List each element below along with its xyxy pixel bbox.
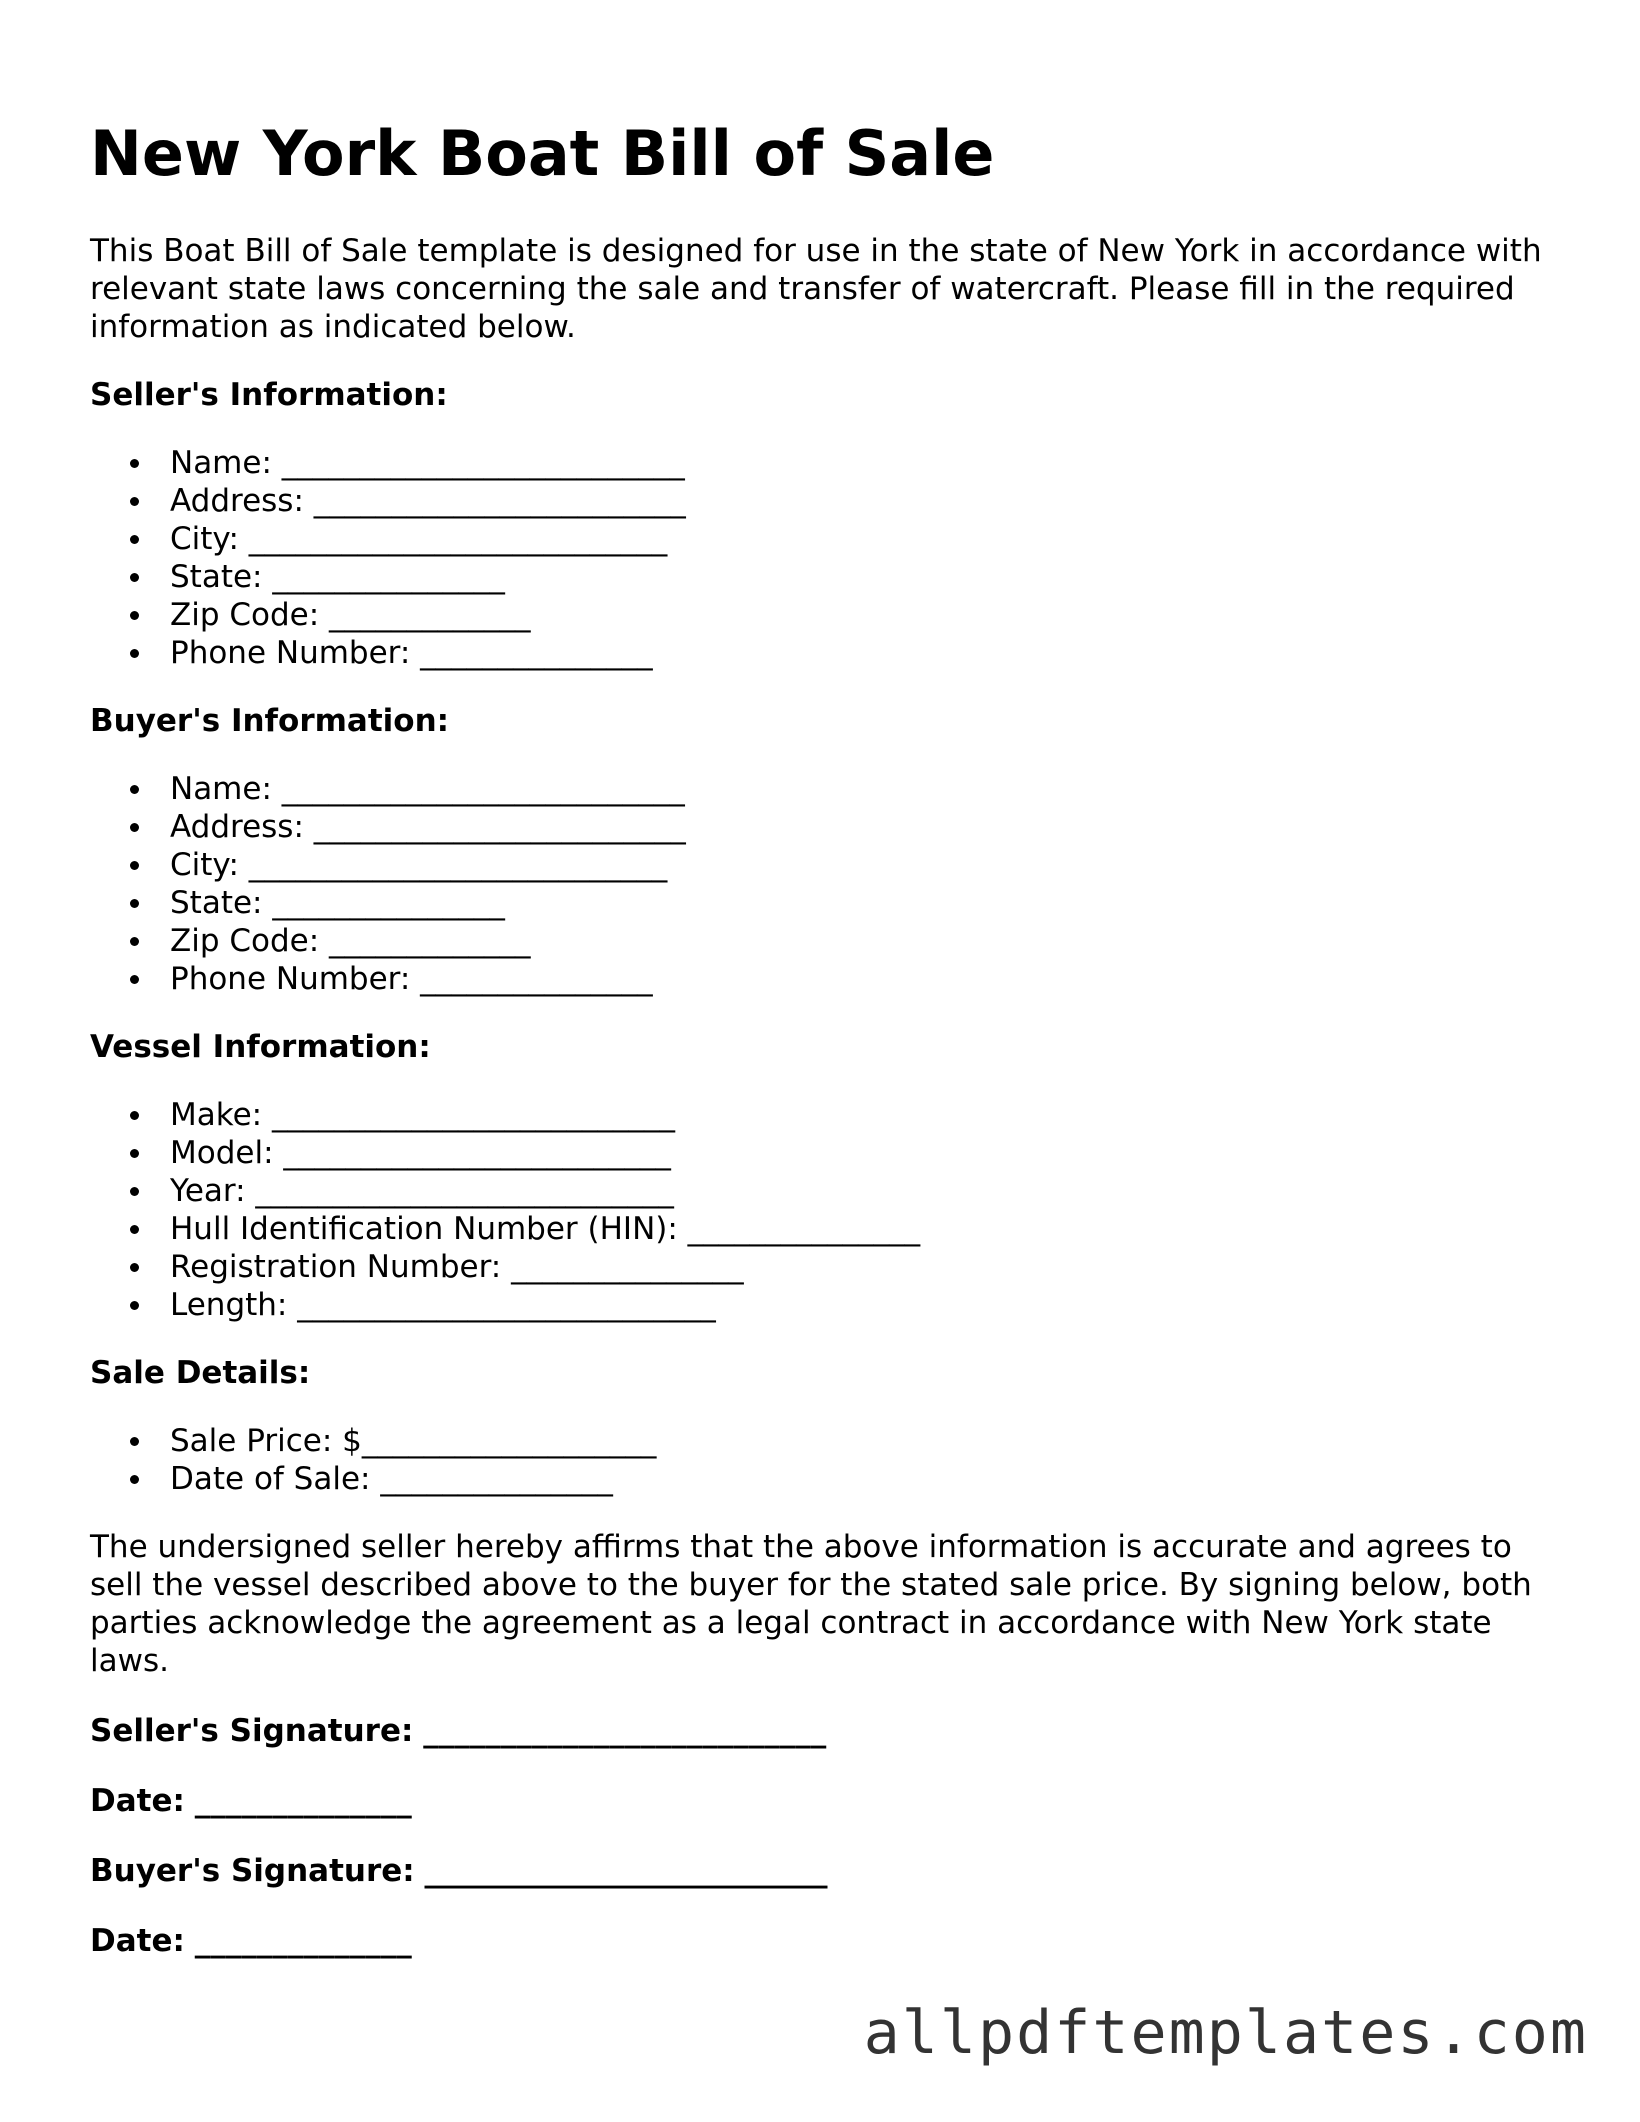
affirmation-paragraph: The undersigned seller hereby affirms that the above information is accurate and agrees to sell the vessel described above to the buyer for the stated sale price. By signing below, both parties acknowledge the agreement as a legal contract in accordance with New York state laws. (90, 1529, 1532, 1679)
seller-zip-field[interactable]: Zip Code: _____________ (170, 596, 1550, 634)
buyer-address-field[interactable]: Address: ________________________ (170, 808, 1550, 846)
sale-date-field[interactable]: Date of Sale: _______________ (170, 1460, 1550, 1498)
buyer-phone-field[interactable]: Phone Number: _______________ (170, 960, 1550, 998)
buyer-signature-label: Buyer's Signature: (90, 1853, 415, 1889)
seller-address-field[interactable]: Address: ________________________ (170, 482, 1550, 520)
document-title: New York Boat Bill of Sale (90, 117, 995, 190)
seller-date-line[interactable]: ______________ (194, 1783, 412, 1819)
seller-info-list (90, 444, 1550, 672)
site-watermark: allpdftemplates.com (863, 1998, 1588, 2068)
vessel-length-field[interactable]: Length: ___________________________ (170, 1286, 1550, 1324)
document-page (90, 104, 1550, 1960)
buyer-date-row[interactable] (90, 1922, 1550, 1960)
vessel-hin-field[interactable]: Hull Identification Number (HIN): _______________ (170, 1210, 1550, 1248)
seller-signature-row[interactable] (90, 1712, 1550, 1750)
seller-state-field[interactable]: State: _______________ (170, 558, 1550, 596)
vessel-registration-field[interactable]: Registration Number: _______________ (170, 1248, 1550, 1286)
seller-info-heading: Seller's Information: (90, 377, 448, 413)
sale-details-list (90, 1422, 1550, 1498)
seller-city-field[interactable]: City: ___________________________ (170, 520, 1550, 558)
seller-date-label: Date: (90, 1783, 185, 1819)
vessel-info-heading: Vessel Information: (90, 1029, 431, 1065)
vessel-model-field[interactable]: Model: _________________________ (170, 1134, 1550, 1172)
buyer-city-field[interactable]: City: ___________________________ (170, 846, 1550, 884)
buyer-state-field[interactable]: State: _______________ (170, 884, 1550, 922)
seller-name-field[interactable]: Name: __________________________ (170, 444, 1550, 482)
buyer-signature-line[interactable]: __________________________ (424, 1853, 828, 1889)
intro-paragraph: This Boat Bill of Sale template is designed for use in the state of New York in accordance with relevant state laws concerning the sale and transfer of watercraft. Please fill in the required information as indicated below. (90, 233, 1542, 345)
buyer-name-field[interactable]: Name: __________________________ (170, 770, 1550, 808)
seller-phone-field[interactable]: Phone Number: _______________ (170, 634, 1550, 672)
vessel-info-list (90, 1096, 1550, 1324)
sale-price-field[interactable]: Sale Price: $___________________ (170, 1422, 1550, 1460)
buyer-date-line[interactable]: ______________ (194, 1923, 412, 1959)
buyer-date-label: Date: (90, 1923, 185, 1959)
seller-signature-label: Seller's Signature: (90, 1713, 414, 1749)
seller-date-row[interactable] (90, 1782, 1550, 1820)
vessel-year-field[interactable]: Year: ___________________________ (170, 1172, 1550, 1210)
sale-details-heading: Sale Details: (90, 1355, 311, 1391)
buyer-signature-row[interactable] (90, 1852, 1550, 1890)
seller-signature-line[interactable]: __________________________ (423, 1713, 827, 1749)
vessel-make-field[interactable]: Make: __________________________ (170, 1096, 1550, 1134)
buyer-zip-field[interactable]: Zip Code: _____________ (170, 922, 1550, 960)
buyer-info-heading: Buyer's Information: (90, 703, 450, 739)
buyer-info-list (90, 770, 1550, 998)
